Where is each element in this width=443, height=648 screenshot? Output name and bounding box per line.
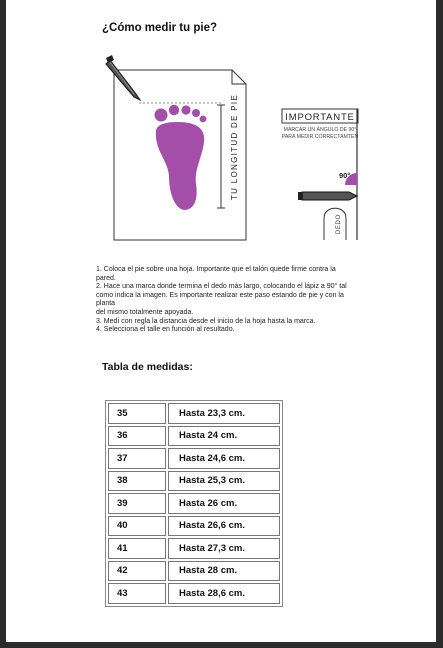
instruction-line: 2. Hace una marca donde termina el dedo más largo, colocando el lápiz a 90° tal: [96, 283, 347, 291]
measure-cell: Hasta 28,6 cm.: [168, 583, 280, 604]
important-note-1: MARCAR UN ÁNGULO DE 90°: [283, 127, 357, 133]
instructions-text: [96, 266, 386, 335]
page-title: ¿Cómo medir tu pie?: [102, 22, 217, 34]
size-cell: 43: [108, 583, 166, 604]
size-cell: 39: [108, 493, 166, 514]
table-row: [108, 471, 280, 492]
size-cell: 41: [108, 538, 166, 559]
table-row: [108, 538, 280, 559]
size-table: [105, 400, 283, 607]
measure-cell: Hasta 24,6 cm.: [168, 448, 280, 469]
size-cell: 42: [108, 561, 166, 582]
table-title: Tabla de medidas:: [102, 361, 193, 373]
important-note-2: PARA MEDIR CORRECTAMTEN: [281, 134, 359, 140]
table-row: [108, 493, 280, 514]
measure-cell: Hasta 28 cm.: [168, 561, 280, 582]
measure-cell: Hasta 26 cm.: [168, 493, 280, 514]
foot-length-label: TU LONGITUD DE PIE: [230, 93, 239, 200]
document-page: [6, 0, 436, 642]
size-cell: 40: [108, 516, 166, 537]
table-row: [108, 403, 280, 424]
instruction-line: como indica la imagen. Es importante realizar este paso estando de pie y con la: [96, 291, 344, 299]
instruction-line: planta: [96, 300, 116, 308]
instruction-line: 1. Coloca el pie sobre una hoja. Importante que el talón quede firme contra la: [96, 266, 336, 273]
table-row: [108, 426, 280, 447]
size-cell: 35: [108, 403, 166, 424]
instruction-line: del mismo totalmente apoyada.: [96, 308, 194, 316]
table-row: [108, 516, 280, 537]
horizontal-pencil-icon: [298, 192, 357, 200]
size-cell: 38: [108, 471, 166, 492]
toe-outline-icon: [324, 208, 346, 240]
toe-label: DEDO: [336, 214, 342, 234]
table-row: [108, 583, 280, 604]
size-cell: 36: [108, 426, 166, 447]
angle-label: 90°: [339, 171, 351, 180]
measure-cell: Hasta 26,6 cm.: [168, 516, 280, 537]
instruction-line: pared.: [96, 274, 116, 282]
measure-cell: Hasta 25,3 cm.: [168, 471, 280, 492]
measure-cell: Hasta 24 cm.: [168, 426, 280, 447]
important-title: IMPORTANTE: [285, 112, 355, 123]
foot-measure-illustration: [6, 0, 436, 260]
size-cell: 37: [108, 448, 166, 469]
table-row: [108, 448, 280, 469]
table-row: [108, 561, 280, 582]
instruction-line: 4. Selecciona el talle en función al resultado.: [96, 326, 235, 334]
measure-cell: Hasta 23,3 cm.: [168, 403, 280, 424]
measure-cell: Hasta 27,3 cm.: [168, 538, 280, 559]
instruction-line: 3. Medí con regla la distancia desde el inicio de la hoja hasta la marca.: [96, 317, 316, 325]
